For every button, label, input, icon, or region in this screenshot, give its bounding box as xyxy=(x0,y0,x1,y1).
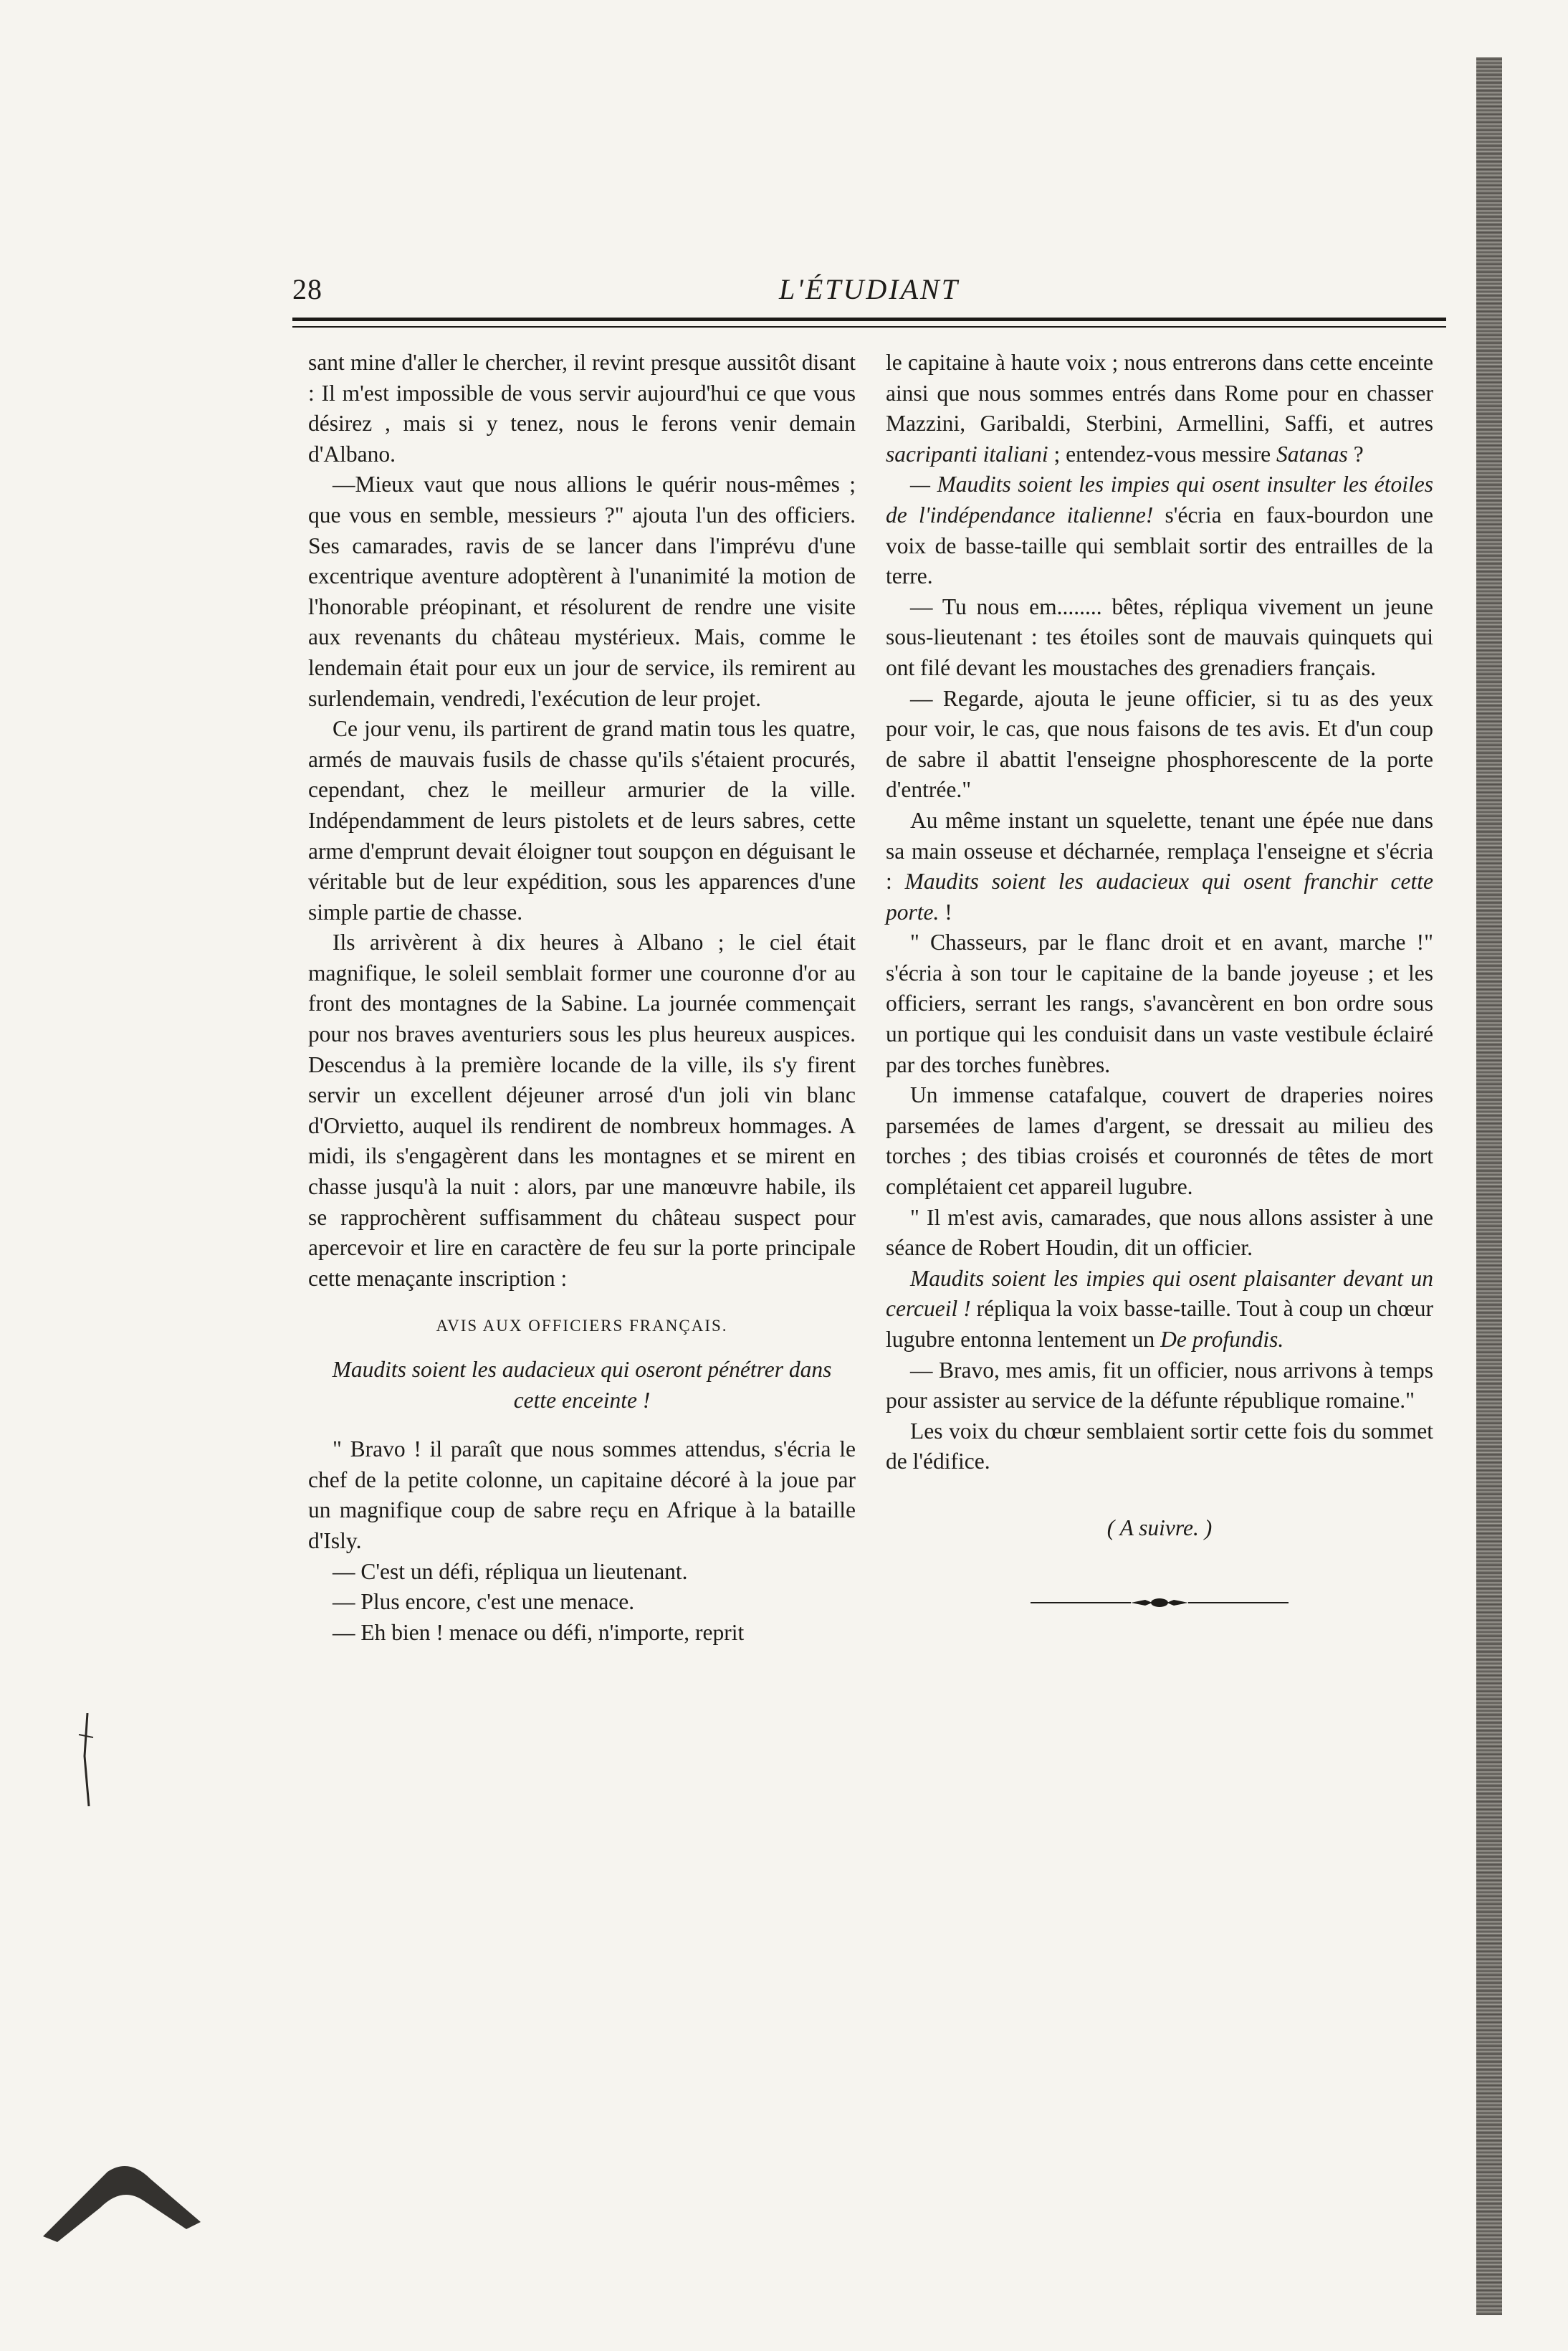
text-run: répliqua la voix basse-taille. Tout à coup un chœur lugubre entonna lentement un xyxy=(886,1296,1433,1352)
text-run: s'écria en faux-bourdon une voix de basse-taille qui semblait sortir des entrailles de la terre. xyxy=(886,502,1433,589)
notice-heading: AVIS AUX OFFICIERS FRANÇAIS. xyxy=(436,1317,728,1335)
paragraph: — C'est un défi, répliqua un lieutenant. xyxy=(333,1558,688,1584)
text-run: le capitaine à haute voix ; nous entrerons dans cette enceinte ainsi que nous sommes entrés dans Rome pour en chasser Mazzini, Garibaldi, Sterbini, Armellini, Saffi, et autres xyxy=(886,350,1433,437)
paragraph: — Regarde, ajouta le jeune officier, si tu as des yeux pour voir, le cas, que nous faisons de tes avis. Et d'un coup de sabre il abattit l'enseigne phosphorescente de la porte d'entrée." xyxy=(886,685,1433,803)
right-column xyxy=(886,348,1433,1610)
paragraph: Les voix du chœur semblaient sortir cette fois du sommet de l'édifice. xyxy=(886,1418,1433,1474)
paragraph: " Bravo ! il paraît que nous sommes attendus, s'écria le chef de la petite colonne, un capitaine décoré à la joue par un magnifique coup de sabre reçu en Afrique à la bataille d'Isly. xyxy=(308,1436,856,1553)
italic-run: Satanas xyxy=(1276,441,1348,467)
italic-run: — Maudits soient les impies qui osent insulter les étoiles de l'indépendance italienne! xyxy=(886,472,1433,528)
paragraph: — Plus encore, c'est une menace. xyxy=(333,1589,635,1615)
paragraph xyxy=(886,469,1433,591)
page-header xyxy=(292,272,1446,323)
corner-ink-smudge xyxy=(43,2157,201,2243)
left-column xyxy=(308,348,856,1648)
paragraph xyxy=(886,1264,1433,1355)
paragraph: " Il m'est avis, camarades, que nous allons assister à une séance de Robert Houdin, dit un officier. xyxy=(886,1204,1433,1261)
paragraph xyxy=(886,348,1433,469)
italic-run: Maudits soient les impies qui osent plaisanter devant un cercueil ! xyxy=(886,1265,1433,1322)
text-run: ! xyxy=(939,899,952,925)
italic-run: Maudits soient les audacieux qui osent franchir cette porte. xyxy=(886,869,1433,925)
paragraph: —Mieux vaut que nous allions le quérir nous-mêmes ; que vous en semble, messieurs ?" ajouta l'un des officiers. Ses camarades, ravis de se lancer dans l'imprévu d'une excentrique aventure adoptèrent à l'unanimité la motion de l'honorable préopinant, et résolurent de rendre une visite aux revenants du château mystérieux. Mais, comme le lendemain était pour eux un jour de service, ils remirent au surlendemain, vendredi, l'exécution de leur projet. xyxy=(308,472,856,711)
page-number: 28 xyxy=(292,273,322,305)
paragraph: — Tu nous em........ bêtes, répliqua vivement un jeune sous-lieutenant : tes étoiles sont de mauvais quinquets qui ont filé devant les moustaches des grenadiers français. xyxy=(886,593,1433,680)
paragraph: Ils arrivèrent à dix heures à Albano ; le ciel était magnifique, le soleil semblait former une couronne d'or au front des montagnes de la Sabine. La journée commençait pour nos braves aventuriers sous les plus heureux auspices. Descendus à la première locande de la ville, ils s'y firent servir un excellent déjeuner arrosé d'un joli vin blanc d'Orvietto, auquel ils rendirent de nombreux hommages. A midi, ils s'engagèrent dans les montagnes et se mirent en chasse jusqu'à la nuit : alors, par une manœuvre habile, ils se rapprochèrent suffisamment du château suspect pour apercevoir et lire en caractère de feu sur la porte principale cette menaçante inscription : xyxy=(308,930,856,1291)
binding-edge xyxy=(1476,57,1502,2315)
text-run: ; entendez-vous messire xyxy=(1048,441,1277,467)
text-run: ? xyxy=(1347,441,1364,467)
paragraph: Ce jour venu, ils partirent de grand matin tous les quatre, armés de mauvais fusils de chasse qu'ils s'étaient procurés, cependant, chez le meilleur armurier de la ville. Indépendamment de leurs pistolets et de leurs sabres, cette arme d'emprunt devait éloigner tout soupçon en déguisant le véritable but de leur expédition, sous les apparences d'une simple partie de chasse. xyxy=(308,716,856,925)
paragraph: Un immense catafalque, couvert de draperies noires parsemées de lames d'argent, se dressait au milieu des torches ; des tibias croisés et couronnés de têtes de mort complétaient cet appareil lugubre. xyxy=(886,1082,1433,1200)
header-rule-thick xyxy=(292,318,1446,321)
paragraph xyxy=(886,806,1433,927)
paragraph: — Eh bien ! menace ou défi, n'importe, reprit xyxy=(333,1619,745,1645)
fleuron-ornament xyxy=(1031,1596,1289,1610)
italic-run: De profundis. xyxy=(1160,1327,1284,1352)
margin-pencil-mark xyxy=(66,1713,109,1806)
paragraph: " Chasseurs, par le flanc droit et en avant, marche !" s'écria à son tour le capitaine de la bande joyeuse ; et les officiers, serrant les rangs, s'avancèrent en bon ordre sous un portique qui les conduisit dans un vaste vestibule éclairé par des torches funèbres. xyxy=(886,930,1433,1077)
paragraph: sant mine d'aller le chercher, il revint presque aussitôt disant : Il m'est impossible de vous servir aujourd'hui ce que vous désirez , mais si y tenez, nous le ferons venir demain d'Albano. xyxy=(308,350,856,467)
text-run: Au même instant un squelette, tenant une épée nue dans sa main osseuse et décharnée, remplaça l'enseigne et s'écria : xyxy=(886,807,1433,895)
running-title: L'ÉTUDIANT xyxy=(779,273,960,305)
italic-run: sacripanti italiani xyxy=(886,441,1048,467)
header-rule-thin xyxy=(292,326,1446,328)
to-be-continued: ( A suivre. ) xyxy=(1106,1515,1213,1540)
notice-inscription: Maudits soient les audacieux qui oseront pénétrer dans cette enceinte ! xyxy=(332,1357,832,1413)
paragraph: — Bravo, mes amis, fit un officier, nous arrivons à temps pour assister au service de la défunte république romaine." xyxy=(886,1357,1433,1413)
